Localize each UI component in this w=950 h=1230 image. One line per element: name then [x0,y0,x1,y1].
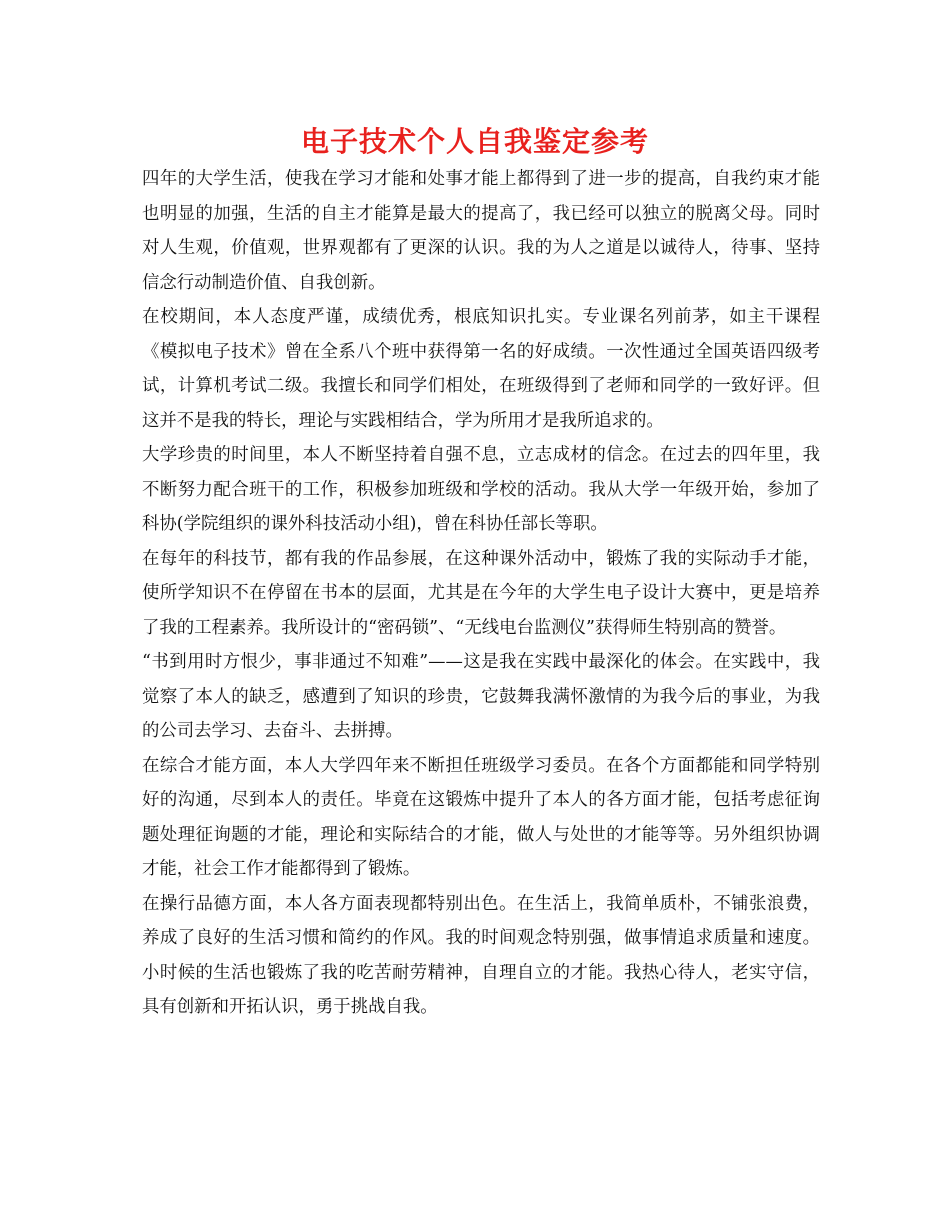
document-title: 电子技术个人自我鉴定参考 [300,125,649,158]
document-body [142,162,820,1025]
paragraph: 在操行品德方面，本人各方面表现都特别出色。在生活上，我简单质朴，不铺张浪费，养成了良好的生活习惯和简约的作风。我的时间观念特别强，做事情追求质量和速度。小时候的生活也锻炼了我的吃苦耐劳精神，自理自立的才能。我热心待人，老实守信，具有创新和开拓认识，勇于挑战自我。 [142,893,820,1017]
paragraph: 在综合才能方面，本人大学四年来不断担任班级学习委员。在各个方面都能和同学特别好的沟通，尽到本人的责任。毕竟在这锻炼中提升了本人的各方面才能，包括考虑征询题处理征询题的才能，理论和实际结合的才能，做人与处世的才能等等。另外组织协调才能，社会工作才能都得到了锻炼。 [142,755,820,879]
paragraph: 在校期间，本人态度严谨，成绩优秀，根底知识扎实。专业课名列前茅，如主干课程《模拟电子技术》曾在全系八个班中获得第一名的好成绩。一次性通过全国英语四级考试，计算机考试二级。我擅长和同学们相处，在班级得到了老师和同学的一致好评。但这并不是我的特长，理论与实践相结合，学为所用才是我所追求的。 [142,307,820,431]
paragraph: 大学珍贵的时间里，本人不断坚持着自强不息，立志成材的信念。在过去的四年里，我不断努力配合班干的工作，积极参加班级和学校的活动。我从大学一年级开始，参加了科协(学院组织的课外科技活动小组)，曾在科协任部长等职。 [142,445,820,534]
paragraph: 在每年的科技节，都有我的作品参展，在这种课外活动中，锻炼了我的实际动手才能，使所学知识不在停留在书本的层面，尤其是在今年的大学生电子设计大赛中，更是培养了我的工程素养。我所设计的“密码锁”、“无线电台监测仪”获得师生特别高的赞誉。 [142,548,820,638]
paragraph: “书到用时方恨少，事非通过不知难”——这是我在实践中最深化的体会。在实践中，我觉察了本人的缺乏，感遭到了知识的珍贵，它鼓舞我满怀激情的为我今后的事业，为我的公司去学习、去奋斗、去拼搏。 [142,652,820,741]
paragraph: 四年的大学生活，使我在学习才能和处事才能上都得到了进一步的提高，自我约束才能也明显的加强，生活的自主才能算是最大的提高了，我已经可以独立的脱离父母。同时对人生观，价值观，世界观都有了更深的认识。我的为人之道是以诚待人，待事、坚持信念行动制造价值、自我创新。 [142,169,820,293]
